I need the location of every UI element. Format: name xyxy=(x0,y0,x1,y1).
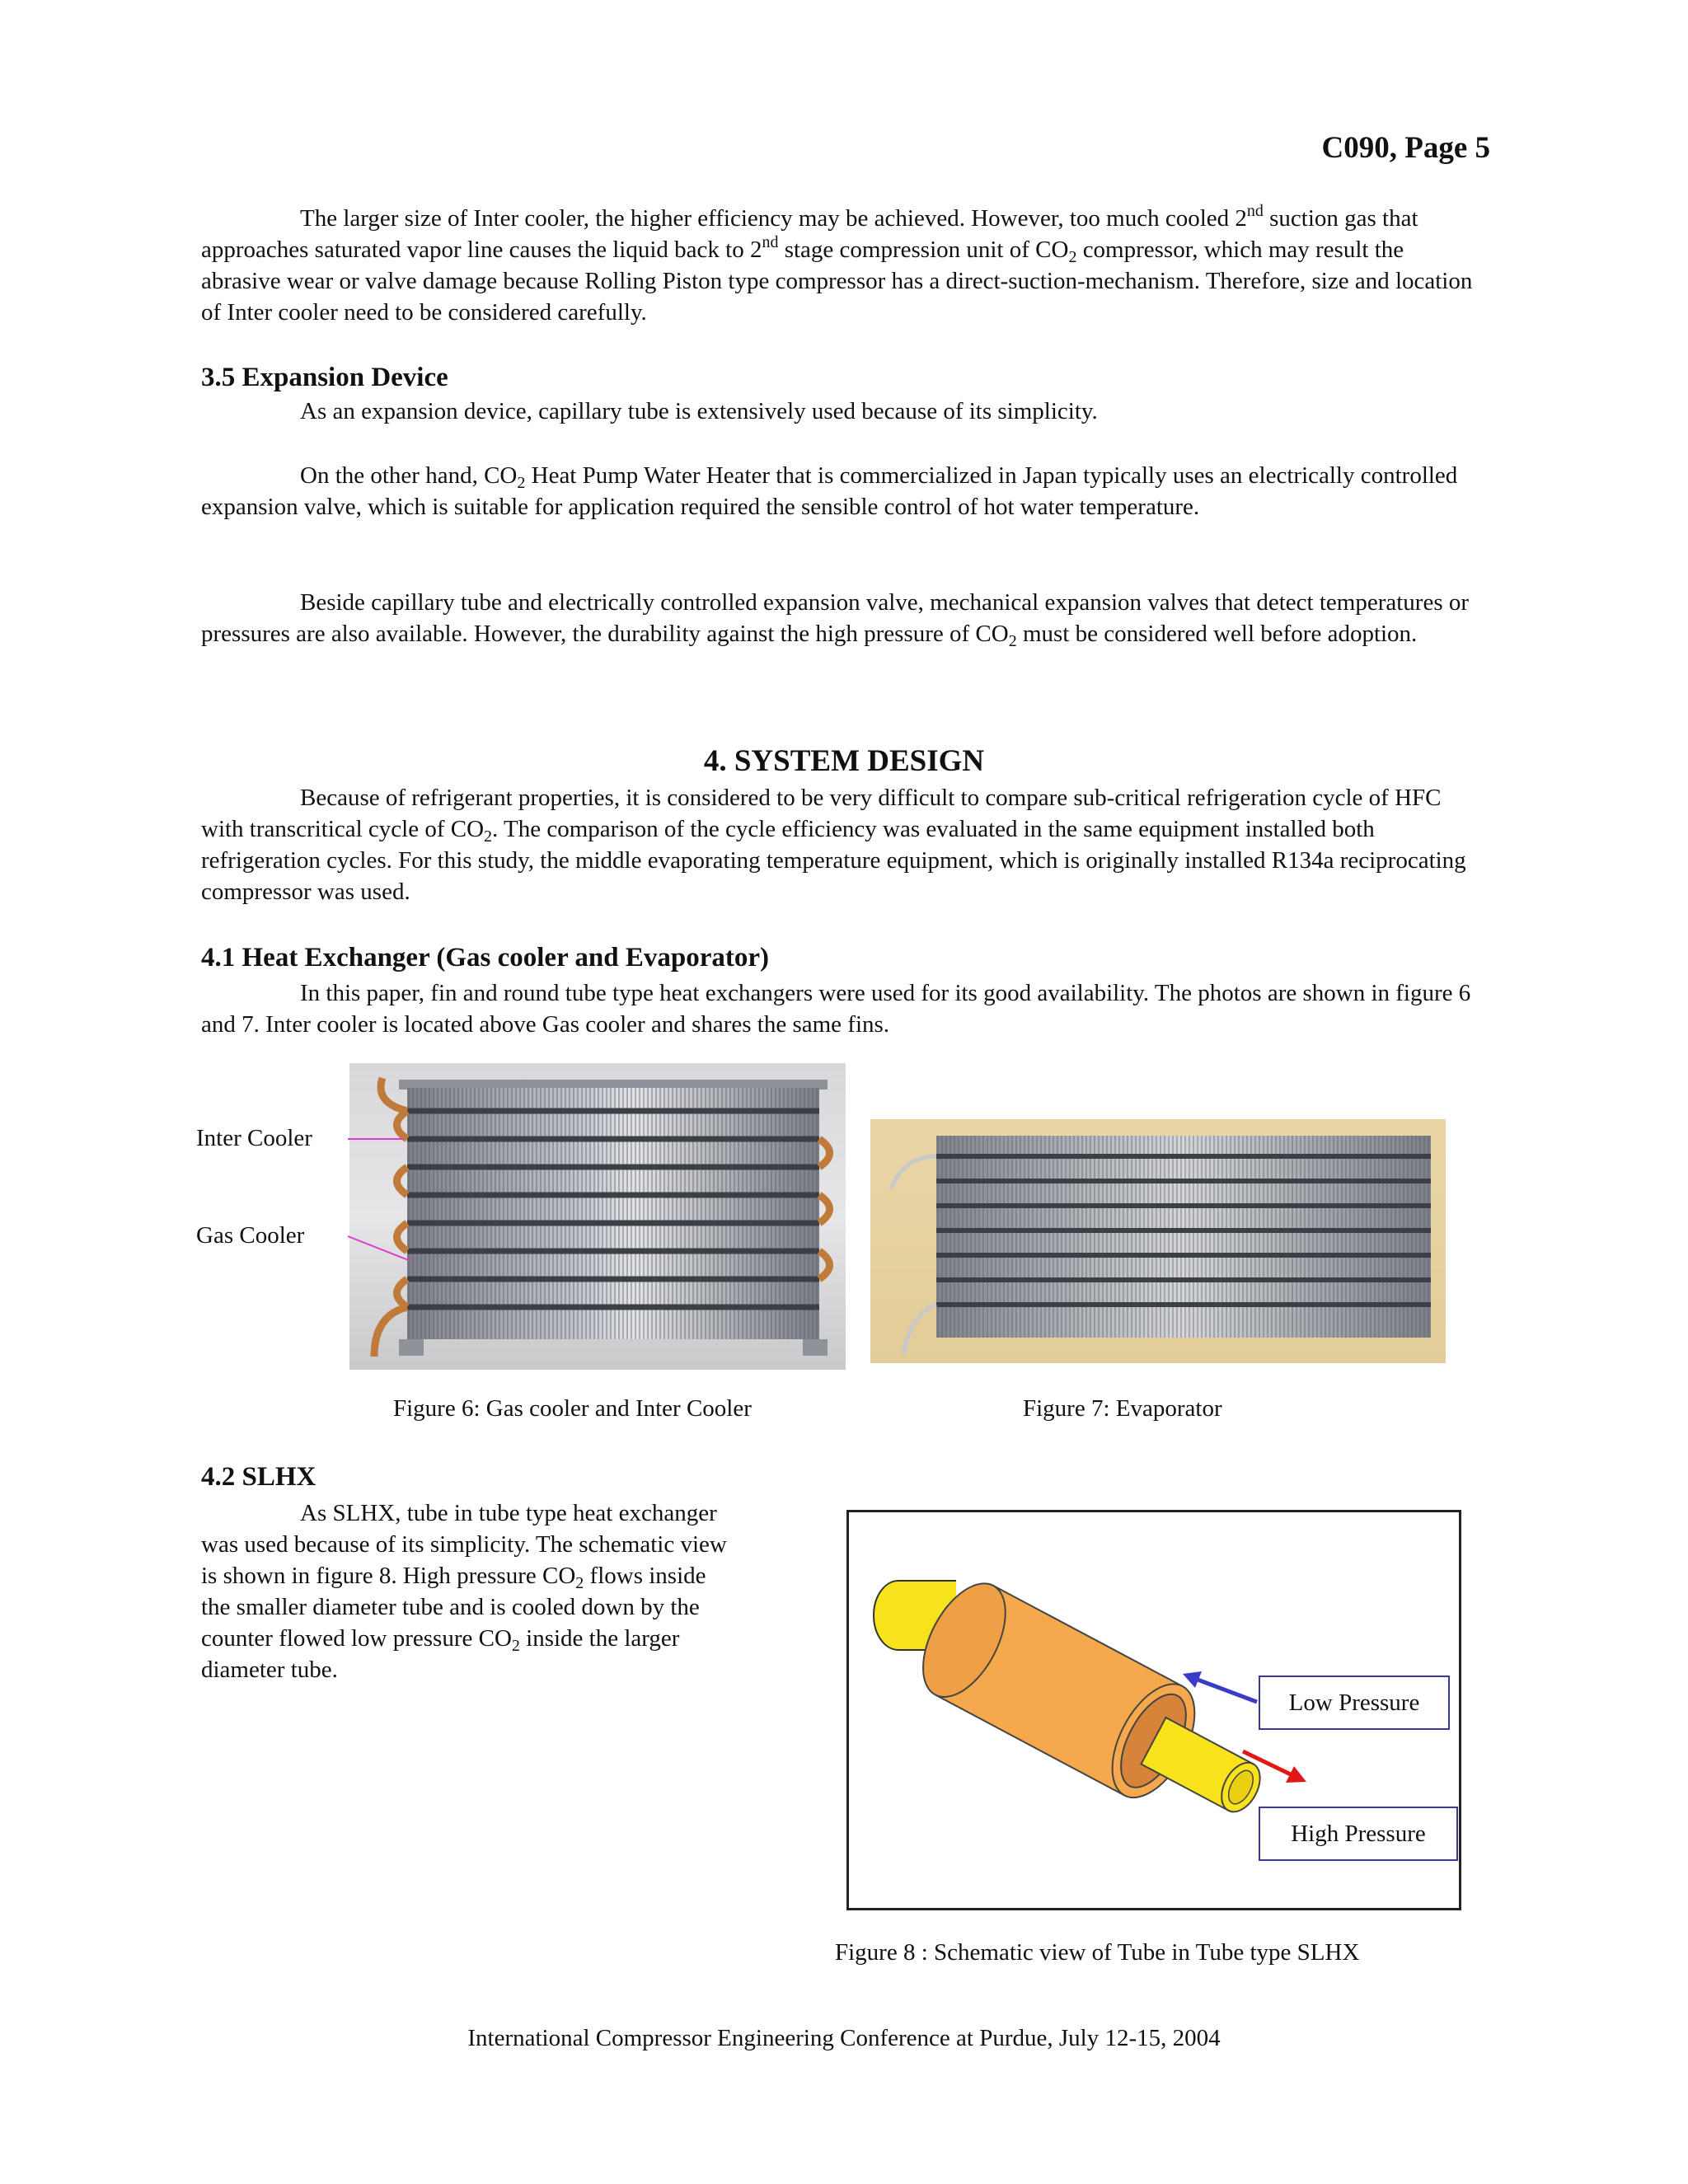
section-4-1-paragraph: In this paper, fin and round tube type heat exchangers were used for its good availability. The photos are shown in figure 6 and 7. Inter cooler is located above Gas cooler and shares the same fins. xyxy=(201,980,1471,1038)
page-number: C090, Page 5 xyxy=(1321,131,1490,165)
figure-8-caption: Figure 8 : Schematic view of Tube in Tube type SLHX xyxy=(835,1939,1360,1966)
section-3-5-paragraph-1: As an expansion device, capillary tube is extensively used because of its simplicity. xyxy=(300,398,1098,424)
low-pressure-label: Low Pressure xyxy=(1259,1675,1450,1730)
figure-8-diagram xyxy=(846,1510,1461,1910)
section-4-heading: 4. SYSTEM DESIGN xyxy=(703,744,985,778)
section-4-2-heading: 4.2 SLHX xyxy=(201,1462,316,1492)
footer: International Compressor Engineering Conference at Purdue, July 12-15, 2004 xyxy=(467,2025,1221,2051)
figure-6-caption: Figure 6: Gas cooler and Inter Cooler xyxy=(393,1395,752,1422)
section-4-2-paragraph: As SLHX, tube in tube type heat exchanger was used because of its simplicity. The schematic view is shown in figure 8. High pressure $CO_2$ flows inside the smaller diameter tube and is cooled down by the counter flowed low pressure $CO_2$ inside the larger diameter tube. xyxy=(201,1500,727,1683)
section-4-paragraph: Because of refrigerant properties, it is considered to be very difficult to compare sub-critical refrigeration cycle of HFC with transcritical cycle of $CO_2$. The comparison of the cycle efficiency was evaluated in the same equipment installed both refrigeration cycles. For this study, the middle evaporating temperature equipment, which is originally installed R134a reciprocating compressor was used. xyxy=(201,785,1466,905)
figure-7-photo xyxy=(870,1119,1446,1363)
section-3-5-paragraph-2: On the other hand, $CO_2$ Heat Pump Water Heater that is commercialized in Japan typically uses an electrically controlled expansion valve, which is suitable for application required the sensible control of hot water temperature. xyxy=(201,462,1458,520)
section-3-5-paragraph-3: Beside capillary tube and electrically controlled expansion valve, mechanical expansion valves that detect temperatures or pressures are also available. However, the durability against the high pressure of $CO_2$ must be considered well before adoption. xyxy=(201,589,1470,650)
inter-cooler-label: Inter Cooler xyxy=(196,1125,312,1151)
callout-leader-lines xyxy=(338,1129,429,1269)
section-4-1-heading: 4.1 Heat Exchanger (Gas cooler and Evaporator) xyxy=(201,943,769,972)
high-pressure-label: High Pressure xyxy=(1259,1807,1458,1861)
intro-paragraph: The larger size of Inter cooler, the higher efficiency may be achieved. However, too much cooled 2nd suction gas that approaches saturated vapor line causes the liquid back to 2nd stage compression unit of $CO_2$ compressor, which may result the abrasive wear or valve damage because Rolling Piston type compressor has a direct-suction-mechanism. Therefore, size and location of Inter cooler need to be considered carefully. xyxy=(201,202,1473,326)
section-3-5-heading: 3.5 Expansion Device xyxy=(201,363,448,392)
gas-cooler-label: Gas Cooler xyxy=(196,1222,305,1249)
figure-7-caption: Figure 7: Evaporator xyxy=(1023,1395,1222,1422)
